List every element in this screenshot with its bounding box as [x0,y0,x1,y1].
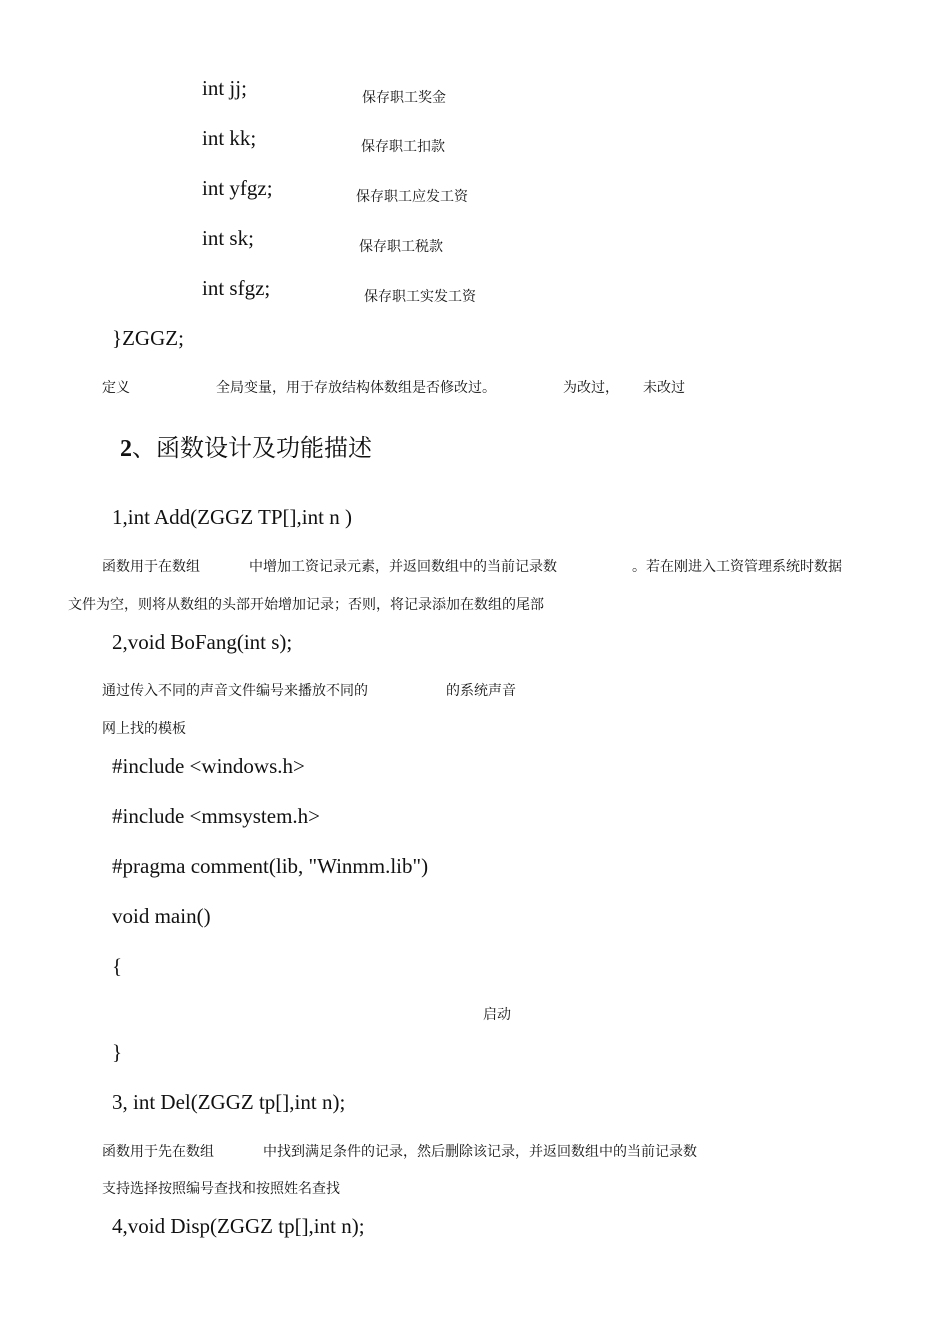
field-yfgz-code: int yfgz; [202,176,273,200]
field-sfgz-code: int sfgz; [202,276,271,300]
field-yfgz-comment: 保存职工应发工资 [356,189,468,205]
code-inline-comment: 启动 [483,1007,511,1023]
section-heading [120,428,372,463]
field-sfgz-comment: 保存职工实发工资 [364,289,476,305]
del-signature: 3, int Del(ZGGZ tp[],int n); [112,1090,346,1114]
code-line-include-mmsystem: #include <mmsystem.h> [112,804,321,828]
code-line-open-brace: { [112,954,123,978]
code-line-pragma: #pragma comment(lib, "Winmm.lib") [112,854,429,878]
disp-signature: 4,void Disp(ZGGZ tp[],int n); [112,1214,365,1238]
add-signature: 1,int Add(ZGGZ TP[],int n ) [112,505,352,529]
field-kk-code: int kk; [202,126,257,150]
add-desc-part1: 函数用于在数组 [102,559,200,575]
section-title: 、函数设计及功能描述 [132,436,372,462]
definition-unchanged: 未改过 [643,380,685,396]
code-line-include-windows: #include <windows.h> [112,754,305,778]
code-line-main: void main() [112,904,211,928]
code-line-close-brace: } [112,1040,123,1064]
field-sk-code: int sk; [202,226,254,250]
bofang-desc-part1: 通过传入不同的声音文件编号来播放不同的 [102,683,368,699]
del-desc-part1: 函数用于先在数组 [102,1144,214,1160]
struct-end: }ZGGZ; [112,326,184,350]
definition-text: 全局变量，用于存放结构体数组是否修改过。 [216,380,496,396]
add-desc-part2: 中增加工资记录元素，并返回数组中的当前记录数 [249,559,557,575]
del-desc-line2: 支持选择按照编号查找和按照姓名查找 [102,1181,340,1197]
add-desc-line2: 文件为空，则将从数组的头部开始增加记录；否则，将记录添加在数组的尾部 [68,597,544,613]
add-desc-part3: 。若在刚进入工资管理系统时数据 [632,559,842,575]
definition-label: 定义 [102,380,130,396]
definition-changed: 为改过， [563,380,619,396]
field-jj-code: int jj; [202,76,247,100]
field-sk-comment: 保存职工税款 [359,239,443,255]
bofang-note: 网上找的模板 [102,721,186,737]
section-number: 2 [120,436,132,462]
bofang-desc-part2: 的系统声音 [446,683,516,699]
bofang-signature: 2,void BoFang(int s); [112,630,293,654]
field-jj-comment: 保存职工奖金 [362,90,446,106]
field-kk-comment: 保存职工扣款 [361,139,445,155]
del-desc-part2: 中找到满足条件的记录，然后删除该记录，并返回数组中的当前记录数 [263,1144,697,1160]
